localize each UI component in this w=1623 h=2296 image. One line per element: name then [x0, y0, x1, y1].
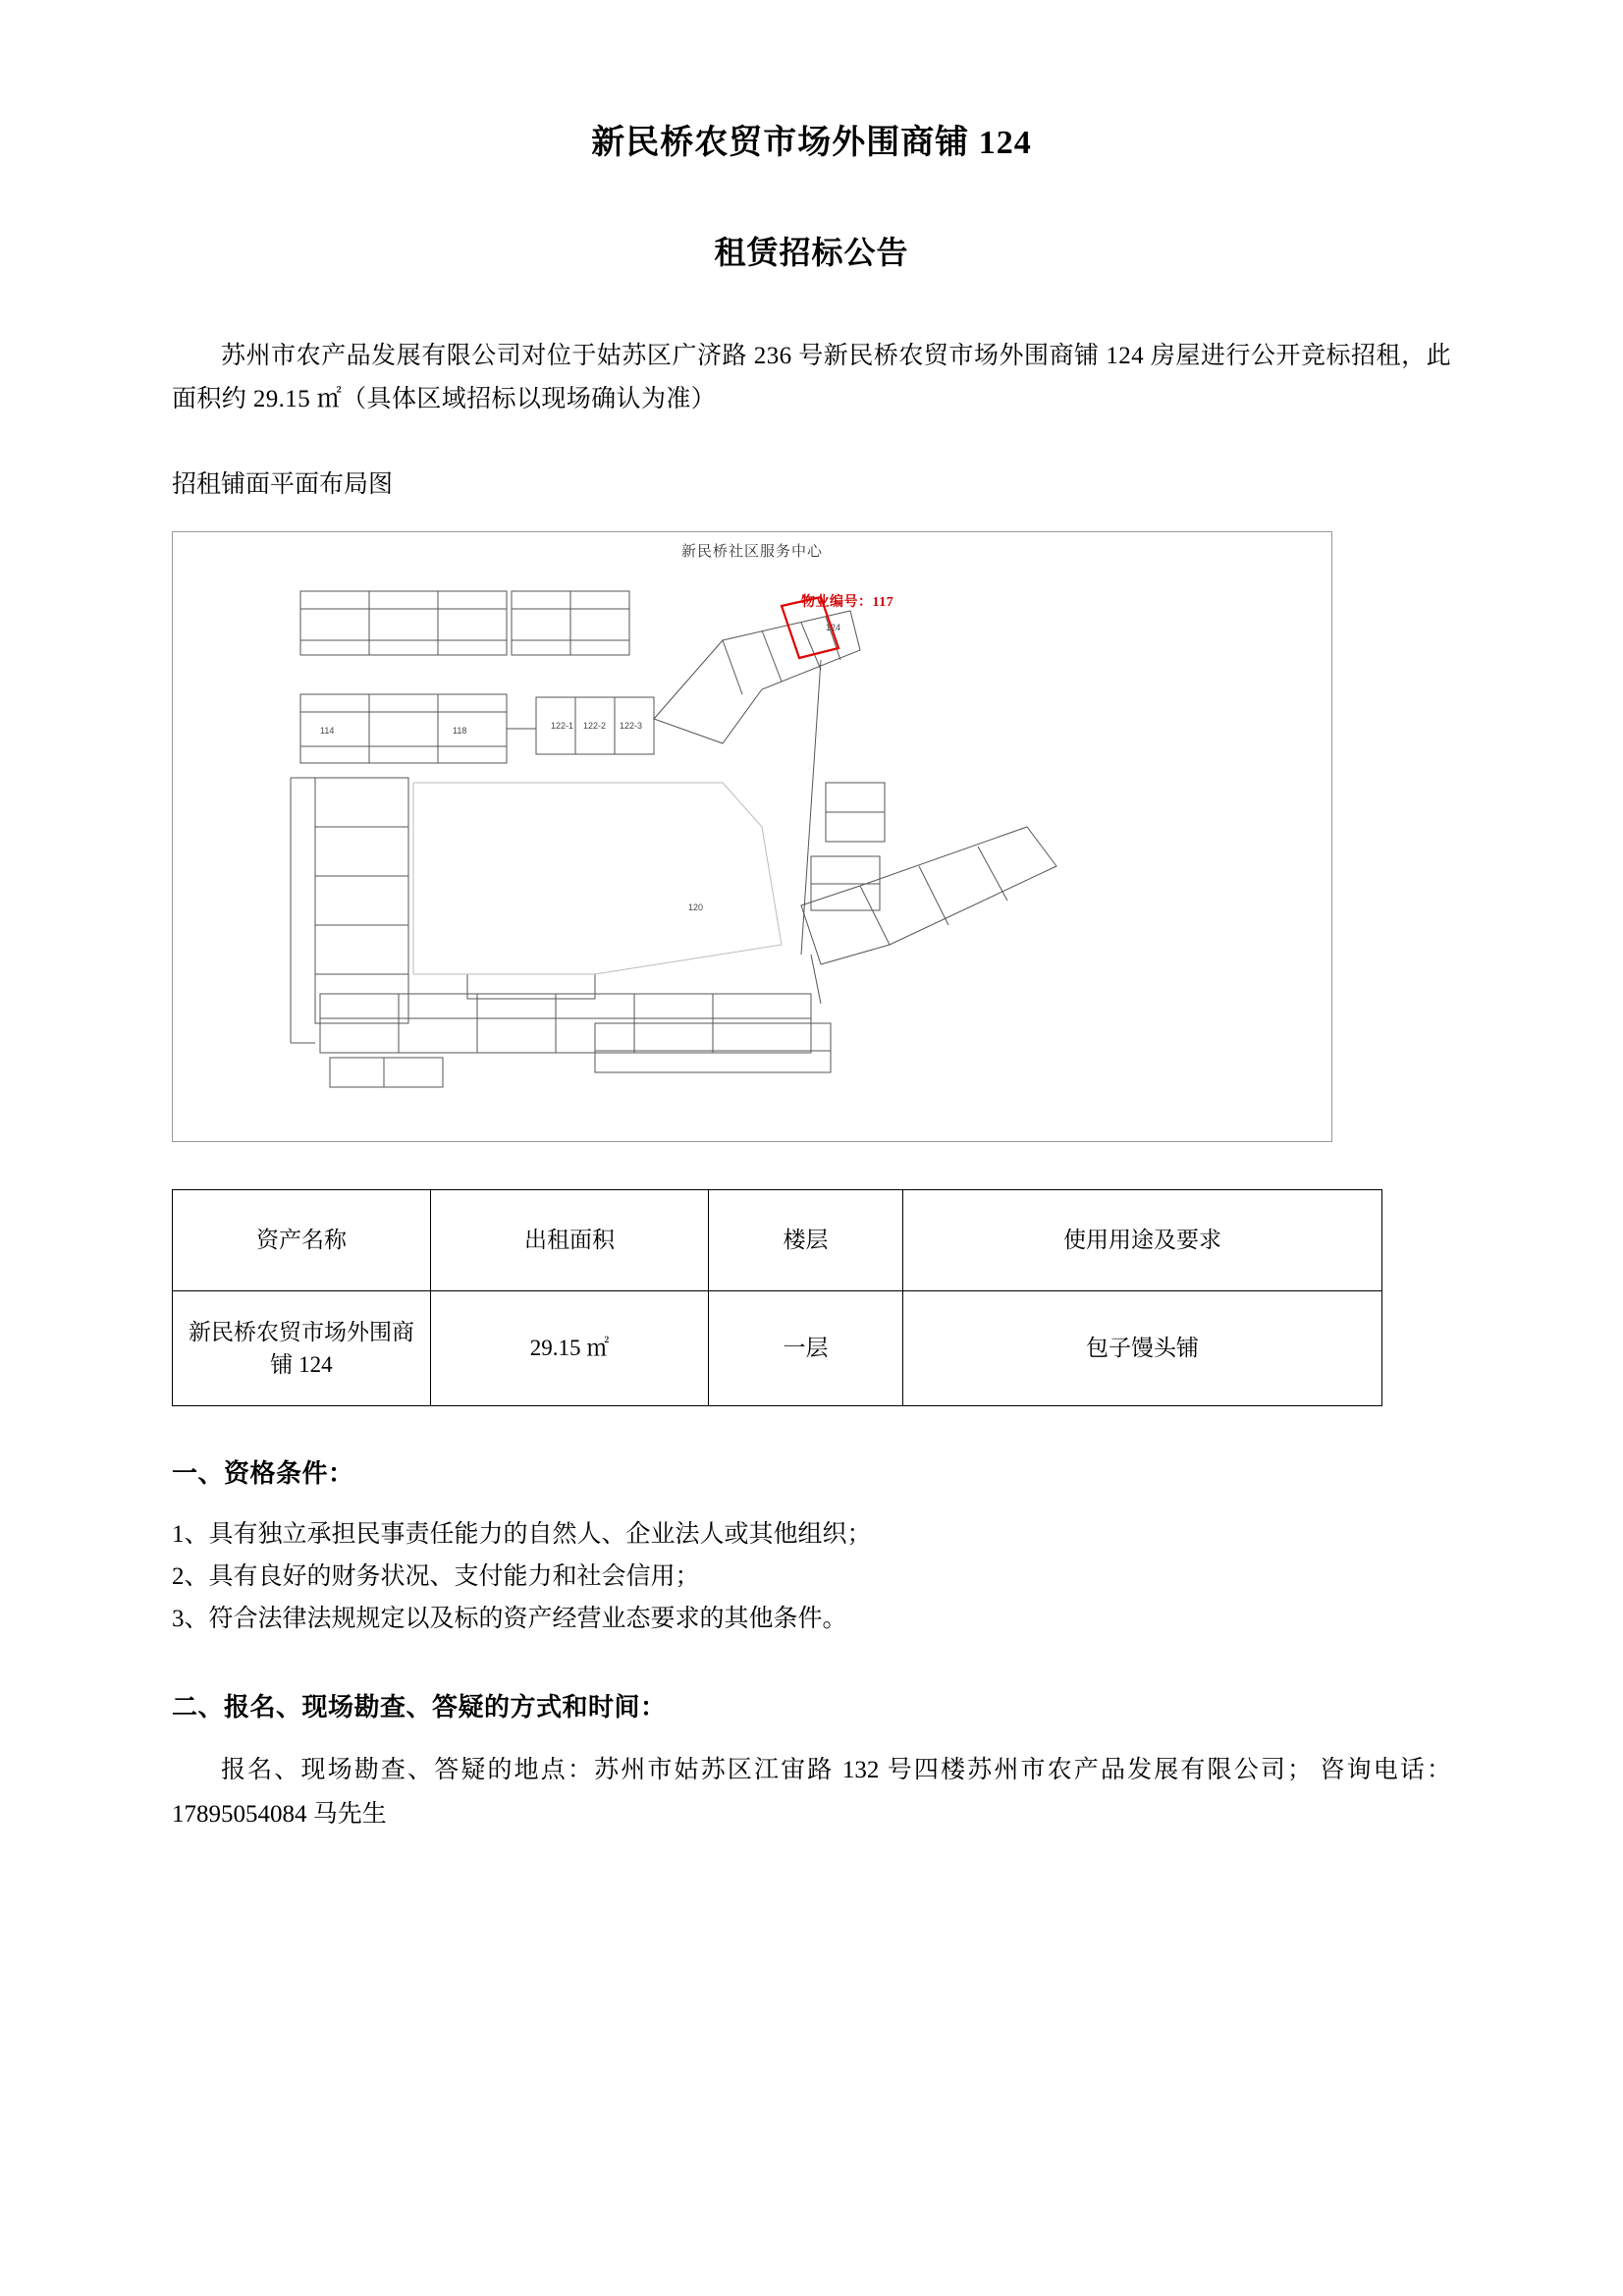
page-title: 新民桥农贸市场外围商铺 124	[591, 125, 1032, 161]
qualification-list	[172, 1513, 1451, 1640]
svg-text:114: 114	[320, 726, 335, 736]
floorplan-drawing	[173, 532, 1331, 1141]
svg-text:122-2: 122-2	[583, 721, 607, 731]
floorplan-marker-label: 物业编号：117	[801, 595, 894, 610]
table-header-usage: 使用用途及要求	[903, 1190, 1382, 1291]
svg-text:118: 118	[453, 726, 467, 736]
floorplan-caption: 新民桥社区服务中心	[680, 544, 823, 560]
table-header-area: 出租面积	[431, 1190, 709, 1291]
list-item: 2、具有良好的财务状况、支付能力和社会信用；	[172, 1563, 700, 1590]
table-cell-area: 29.15 ㎡	[431, 1291, 709, 1406]
svg-text:122-3: 122-3	[620, 721, 643, 731]
page-subtitle: 租赁招标公告	[714, 235, 909, 270]
list-item: 1、具有独立承担民事责任能力的自然人、企业法人或其他组织；	[172, 1521, 872, 1548]
asset-table	[172, 1189, 1382, 1406]
registration-paragraph: 报名、现场勘查、答疑的地点：苏州市姑苏区江宙路 132 号四楼苏州市农产品发展有限公司； 咨询电话：17895054084 马先生	[172, 1757, 1451, 1828]
table-cell-usage: 包子馒头铺	[903, 1291, 1382, 1406]
table-header-name: 资产名称	[173, 1190, 431, 1291]
table-header-row	[173, 1190, 1382, 1291]
table-cell-name: 新民桥农贸市场外围商铺 124	[173, 1291, 431, 1406]
section-heading-qualifications: 一、资格条件：	[172, 1459, 354, 1488]
section-heading-registration: 二、报名、现场勘查、答疑的方式和时间：	[172, 1693, 667, 1722]
floorplan-label: 招租铺面平面布局图	[172, 470, 394, 498]
intro-paragraph: 苏州市农产品发展有限公司对位于姑苏区广济路 236 号新民桥农贸市场外围商铺 124 房屋进行公开竞标招租，此面积约 29.15 ㎡（具体区域招标以现场确认为准）	[172, 343, 1451, 412]
list-item: 3、符合法律法规规定以及标的资产经营业态要求的其他条件。	[172, 1606, 847, 1632]
table-cell-floor: 一层	[709, 1291, 903, 1406]
table-row	[173, 1291, 1382, 1406]
svg-text:124: 124	[826, 623, 841, 632]
floorplan-image	[172, 531, 1332, 1142]
svg-text:120: 120	[688, 902, 704, 912]
table-header-floor: 楼层	[709, 1190, 903, 1291]
svg-text:122-1: 122-1	[551, 721, 574, 731]
